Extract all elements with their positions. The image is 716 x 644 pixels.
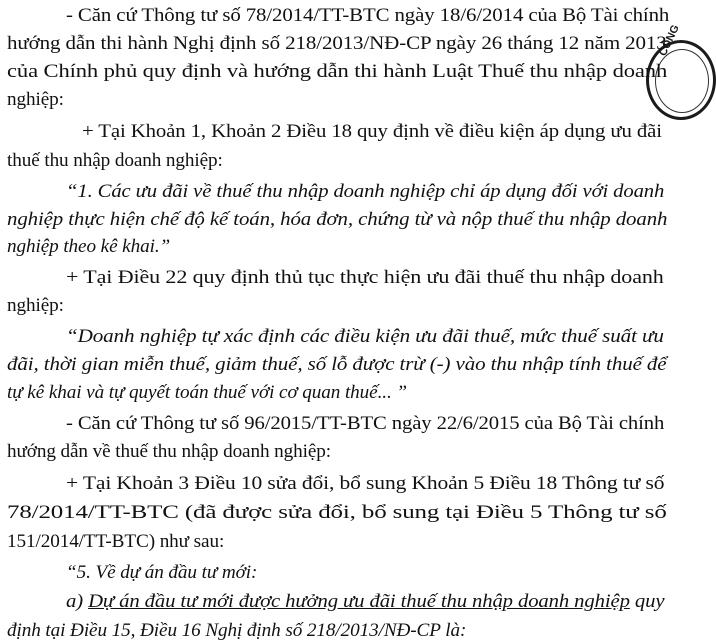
paragraph-line: + Tại Khoản 3 Điều 10 sửa đổi, bổ sung Khoản 5 Điều 18 Thông tư số [66,473,665,494]
paragraph-line: + Tại Điều 22 quy định thủ tục thực hiện ưu đãi thuế thu nhập doanh [66,267,664,288]
underlined-phrase: Dự án đầu tư mới được hưởng ưu đãi thuế thu nhập doanh nghiệp [88,591,630,612]
paragraph-line: hướng dẫn thi hành Nghị định số 218/2013/NĐ-CP ngày 26 tháng 12 năm 2013 [7,33,667,54]
paragraph-line: nghiệp theo kê khai.” [7,236,171,257]
list-marker: a) [66,591,89,612]
line-suffix: quy [629,591,665,612]
paragraph-line: 151/2014/TT-BTC) như sau: [7,531,225,552]
paragraph-line-underlined [66,590,664,614]
paragraph-line: đãi, thời gian miễn thuế, giảm thuế, số lỗ được trừ (-) vào thu nhập tính thuế để [7,354,667,375]
paragraph-line: của Chính phủ quy định và hướng dẫn thi hành Luật Thuế thu nhập doanh [7,61,668,82]
paragraph-line: - Căn cứ Thông tư số 78/2014/TT-BTC ngày 18/6/2014 của Bộ Tài chính [66,5,670,26]
paragraph-line: nghiệp: [7,89,64,110]
paragraph-line: thuế thu nhập doanh nghiệp: [7,150,223,171]
paragraph-line: nghiệp: [7,295,64,316]
paragraph-line: nghiệp thực hiện chế độ kế toán, hóa đơn, chứng từ và nộp thuế thu nhập doanh [7,209,668,230]
paragraph-line: hướng dẫn về thuế thu nhập doanh nghiệp: [7,441,332,462]
paragraph-line: + Tại Khoản 1, Khoản 2 Điều 18 quy định về điều kiện áp dụng ưu đãi [82,121,662,142]
seal-text: CÔNG [657,23,682,59]
paragraph-line: “1. Các ưu đãi về thuế thu nhập doanh nghiệp chỉ áp dụng đối với doanh [66,181,665,202]
paragraph-line: 78/2014/TT-BTC (đã được sửa đổi, bổ sung tại Điều 5 Thông tư số [7,502,667,523]
paragraph-line: “5. Về dự án đầu tư mới: [66,562,258,583]
paragraph-line: định tại Điều 15, Điều 16 Nghị định số 218/2013/NĐ-CP là: [7,620,467,641]
paragraph-line: - Căn cứ Thông tư số 96/2015/TT-BTC ngày 22/6/2015 của Bộ Tài chính [66,413,665,434]
paragraph-line: tự kê khai và tự quyết toán thuế với cơ quan thuế... ” [7,382,407,403]
paragraph-line: “Doanh nghiệp tự xác định các điều kiện ưu đãi thuế, mức thuế suất ưu [66,326,664,347]
